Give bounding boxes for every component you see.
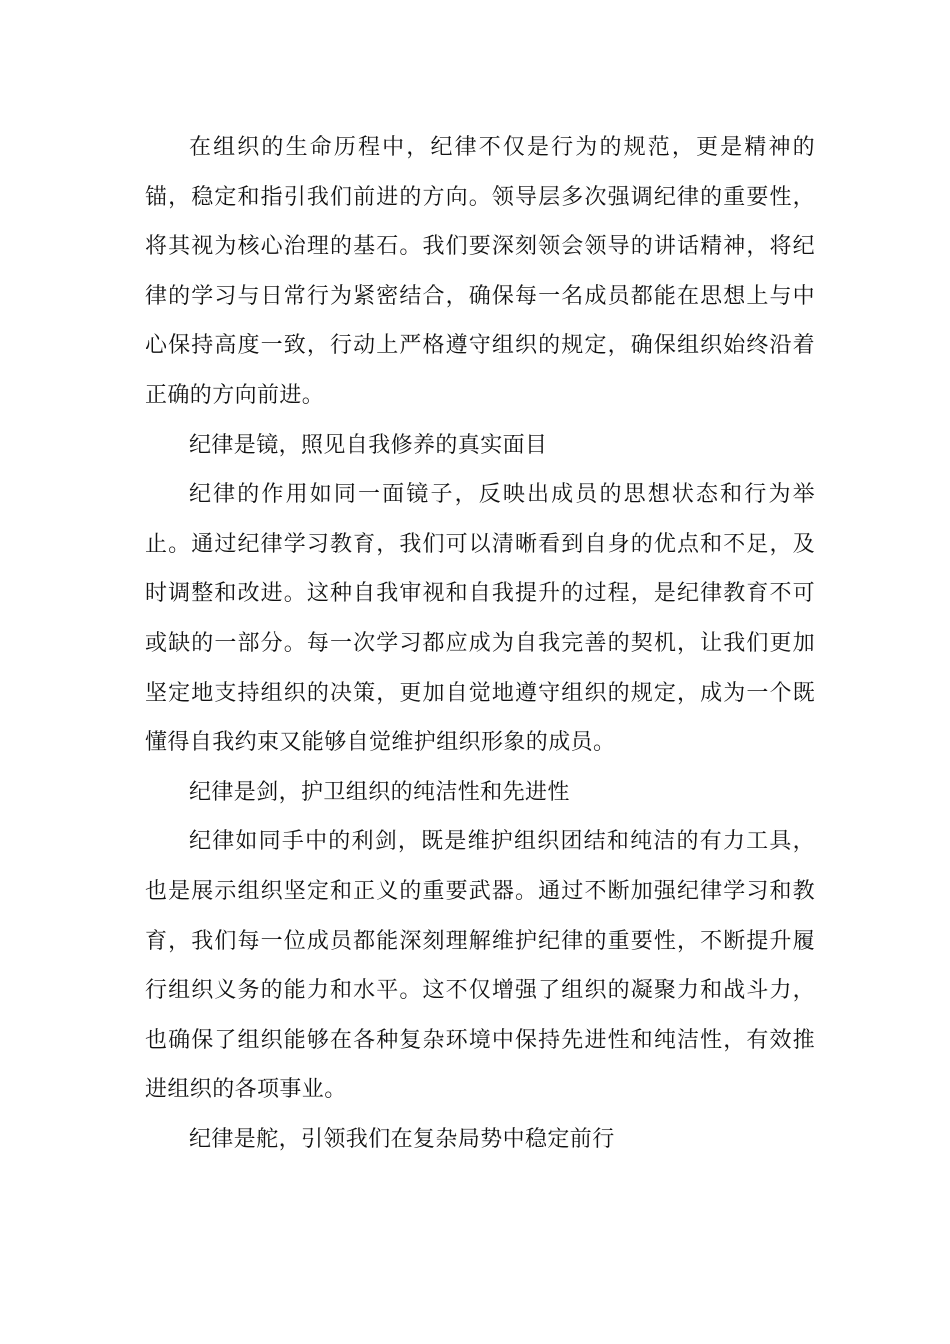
section-heading-mirror: 纪律是镜，照见自我修养的真实面目 <box>189 432 548 458</box>
section-heading-rudder: 纪律是舵，引领我们在复杂局势中稳定前行 <box>189 1126 615 1152</box>
paragraph-intro: 在组织的生命历程中，纪律不仅是行为的规范，更是精神的锚，稳定和指引我们前进的方向。领导层多次强调纪律的重要性，将其视为核心治理的基石。我们要深刻领会领导的讲话精神，将纪律的学习与日常行为紧密结合，确保每一名成员都能在思想上与中心保持高度一致，行动上严格遵守组织的规定，确保组织始终沿着正确的方向前进。 <box>145 135 815 408</box>
document-body <box>145 123 815 1164</box>
section-heading-sword: 纪律是剑，护卫组织的纯洁性和先进性 <box>189 779 570 805</box>
paragraph-sword: 纪律如同手中的利剑，既是维护组织团结和纯洁的有力工具，也是展示组织坚定和正义的重要武器。通过不断加强纪律学习和教育，我们每一位成员都能深刻理解维护纪律的重要性，不断提升履行组织义务的能力和水平。这不仅增强了组织的凝聚力和战斗力，也确保了组织能够在各种复杂环境中保持先进性和纯洁性，有效推进组织的各项事业。 <box>145 829 815 1103</box>
paragraph-mirror: 纪律的作用如同一面镜子，反映出成员的思想状态和行为举止。通过纪律学习教育，我们可以清晰看到自身的优点和不足，及时调整和改进。这种自我审视和自我提升的过程，是纪律教育不可或缺的一部分。每一次学习都应成为自我完善的契机，让我们更加坚定地支持组织的决策，更加自觉地遵守组织的规定，成为一个既懂得自我约束又能够自觉维护组织形象的成员。 <box>145 482 815 756</box>
